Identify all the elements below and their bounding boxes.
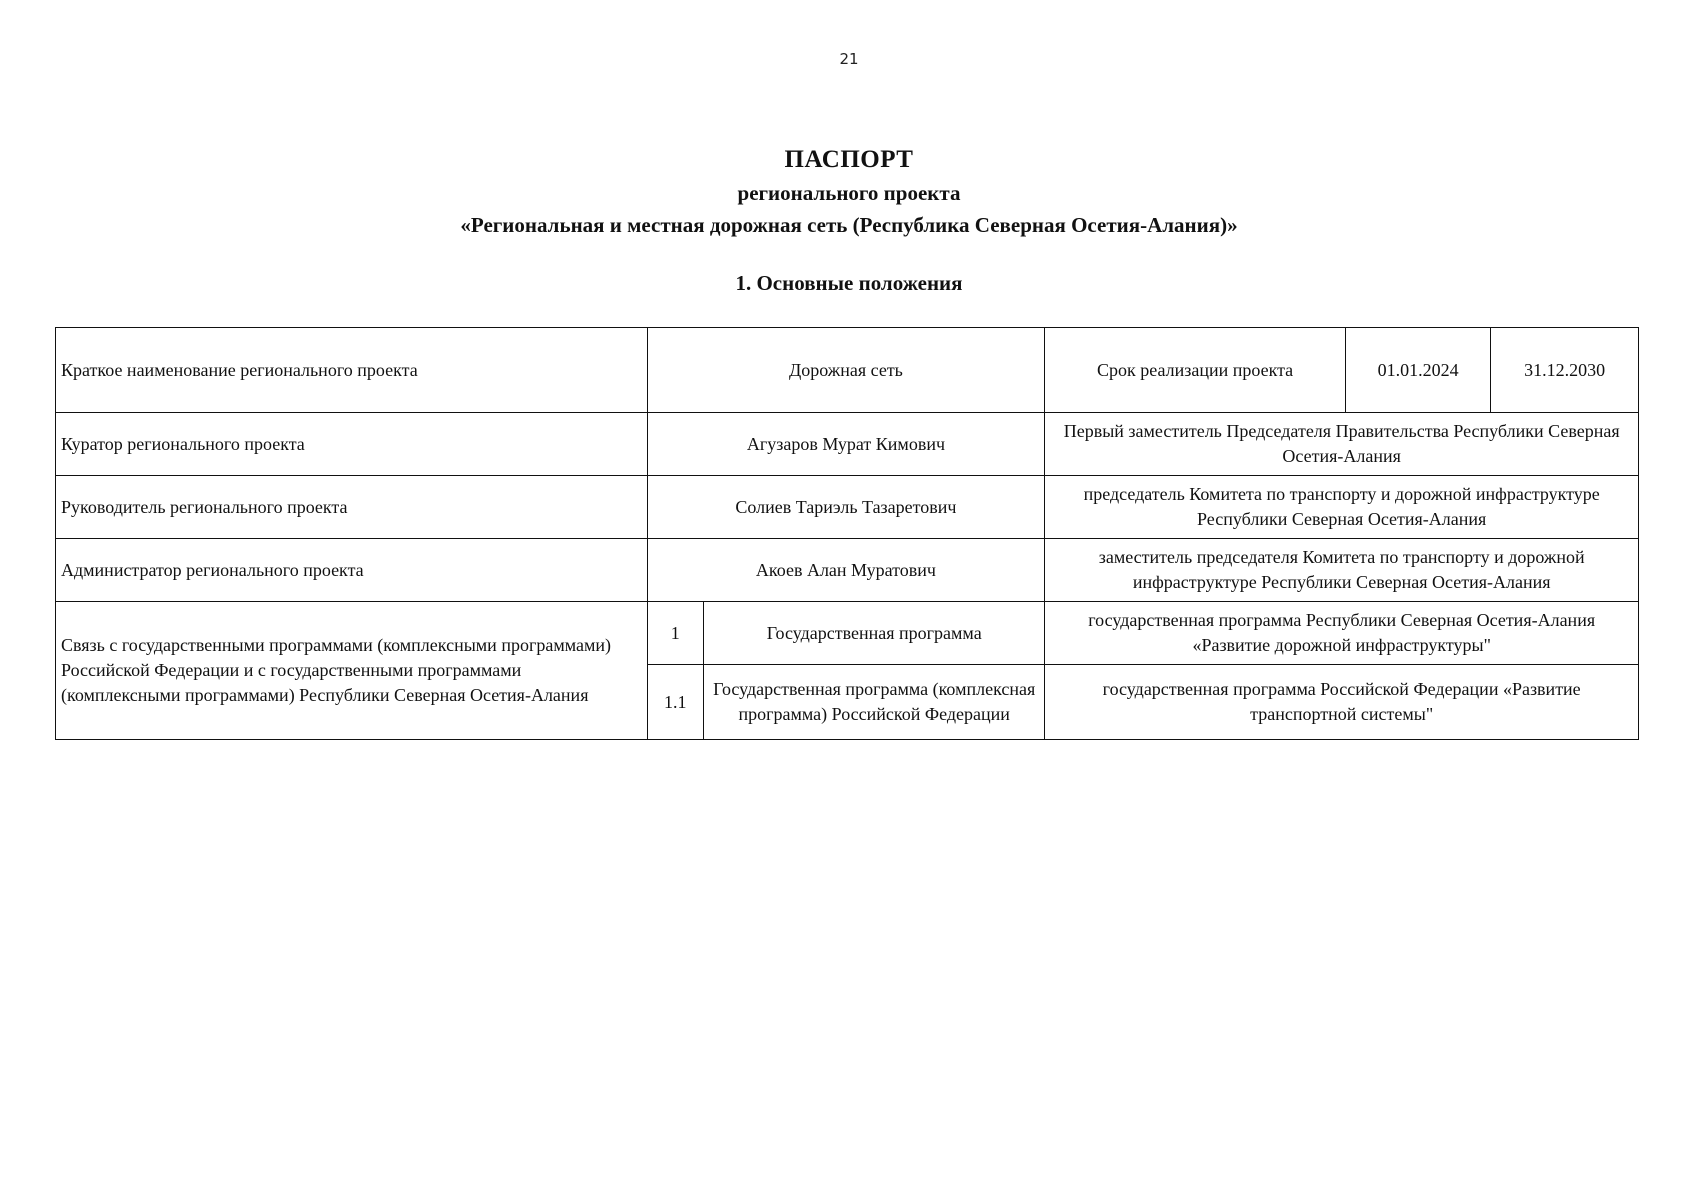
program-name: государственная программа Российской Федерации «Развитие транспортной системы" bbox=[1045, 665, 1639, 740]
program-type: Государственная программа bbox=[704, 602, 1045, 665]
table-row-head bbox=[56, 476, 1639, 539]
curator-label: Куратор регионального проекта bbox=[56, 413, 648, 476]
program-number: 1.1 bbox=[647, 665, 704, 740]
passport-table bbox=[55, 327, 1639, 740]
administrator-position: заместитель председателя Комитета по транспорту и дорожной инфраструктуре Республики Северная Осетия-Алания bbox=[1045, 539, 1639, 602]
program-type: Государственная программа (комплексная программа) Российской Федерации bbox=[704, 665, 1045, 740]
short-name-value: Дорожная сеть bbox=[647, 328, 1045, 413]
head-position: председатель Комитета по транспорту и дорожной инфраструктуре Республики Северная Осетия-Алания bbox=[1045, 476, 1639, 539]
end-date: 31.12.2030 bbox=[1491, 328, 1639, 413]
section-title: 1. Основные положения bbox=[735, 271, 963, 295]
curator-position: Первый заместитель Председателя Правительства Республики Северная Осетия-Алания bbox=[1045, 413, 1639, 476]
head-label: Руководитель регионального проекта bbox=[56, 476, 648, 539]
head-name: Солиев Тариэль Тазаретович bbox=[647, 476, 1045, 539]
table-row-administrator bbox=[56, 539, 1639, 602]
administrator-name: Акоев Алан Муратович bbox=[647, 539, 1045, 602]
table-row-program-link bbox=[56, 602, 1639, 665]
table-row-curator bbox=[56, 413, 1639, 476]
program-number: 1 bbox=[647, 602, 704, 665]
project-name: «Региональная и местная дорожная сеть (Республика Северная Осетия-Алания)» bbox=[460, 213, 1238, 237]
start-date: 01.01.2024 bbox=[1345, 328, 1491, 413]
period-label: Срок реализации проекта bbox=[1045, 328, 1345, 413]
page-number: 21 bbox=[839, 50, 859, 68]
curator-name: Агузаров Мурат Кимович bbox=[647, 413, 1045, 476]
document-subtitle: регионального проекта bbox=[737, 181, 961, 205]
program-links-label: Связь с государственными программами (комплексными программами) Российской Федерации и с государственными программами (комплексными программами) Республики Северная Осетия-Алания bbox=[56, 602, 648, 740]
table-row-short-name bbox=[56, 328, 1639, 413]
program-name: государственная программа Республики Северная Осетия-Алания «Развитие дорожной инфраструктуры" bbox=[1045, 602, 1639, 665]
document-title: ПАСПОРТ bbox=[784, 146, 914, 173]
administrator-label: Администратор регионального проекта bbox=[56, 539, 648, 602]
short-name-label: Краткое наименование регионального проекта bbox=[56, 328, 648, 413]
